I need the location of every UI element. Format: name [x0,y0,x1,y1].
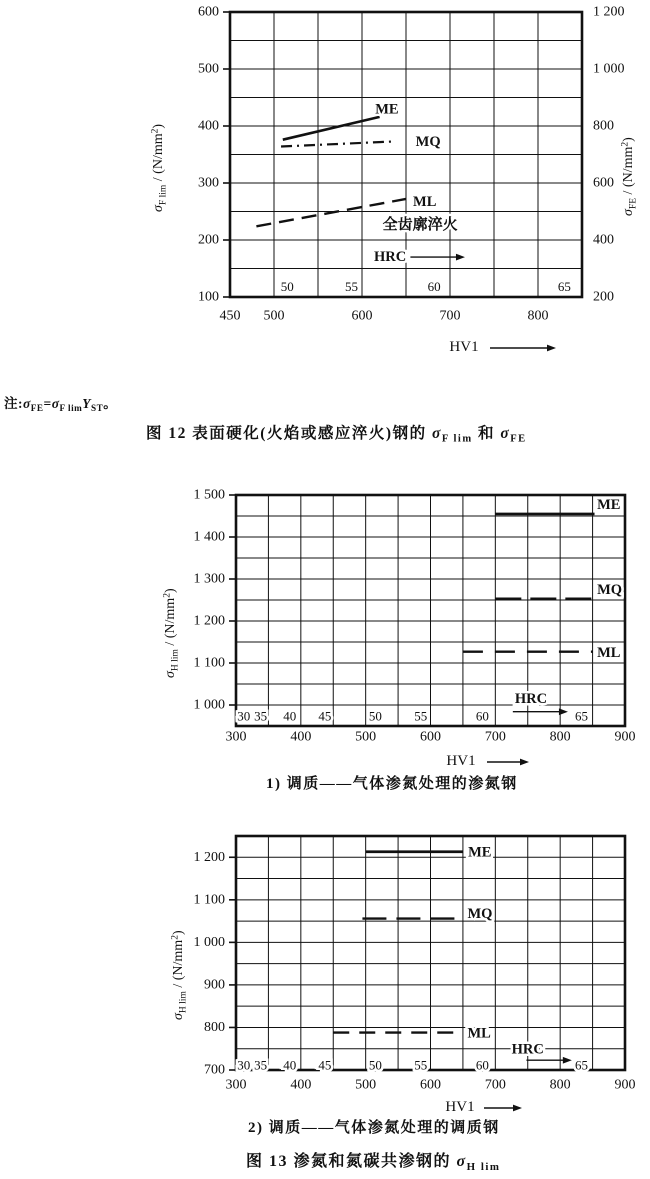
text-run: σ [456,1153,467,1170]
fig13-chart-1-y-axis-title [163,588,179,678]
x-tick-label: 600 [420,729,441,745]
superscript: 2 [162,593,173,598]
subscript: H lim [170,649,181,672]
hrc-arrow-head [559,708,568,715]
y-tick-label: 1 100 [193,892,225,908]
y2-tick-label: 600 [593,175,614,191]
superscript: 2 [620,141,631,147]
text-run: 图 12 表面硬化(火焰或感应淬火)钢的 [146,425,432,442]
series-label-ME: ME [375,101,399,118]
x-tick-label: 300 [225,1077,247,1093]
text-run: σ [621,209,636,216]
x-tick-label: 400 [290,729,312,745]
y-tick-label: 1 000 [193,934,225,950]
x-tick-label: 700 [484,729,506,745]
y2-tick-label: 400 [593,232,614,248]
text-run: 和 [472,425,501,442]
y-tick-label: 1 500 [193,487,225,503]
subscript: ST [91,403,104,414]
hrc-arrow-head [563,1057,572,1064]
text-run: ) [151,123,166,129]
hrc-number: 65 [575,1057,589,1073]
y-tick-label: 200 [198,232,219,248]
y-tick-label: 1 200 [193,849,225,865]
hrc-number: 40 [283,708,297,724]
superscript: 2 [150,128,161,134]
text-run: σ [431,425,442,442]
text-run: 1) 调质——气体渗氮处理的渗氮钢 [266,776,518,792]
x-tick-label: 700 [439,308,461,324]
x-tick-label: 800 [549,729,571,745]
y-tick-label: 300 [198,175,219,191]
text-run: ) [171,930,186,936]
series-label-MQ: MQ [467,905,493,922]
fig13-subcaption-2 [248,1116,500,1137]
hrc-number: 45 [318,708,332,724]
hrc-number: 35 [254,1057,268,1073]
subscript: FE [628,197,639,210]
x-axis-label: HV1 [449,339,479,355]
subscript: H lim [466,1160,501,1173]
text-run: / (N/mm [151,133,166,185]
fig13-caption [246,1148,500,1171]
series-label-MQ: MQ [415,133,441,150]
text-run: σ [51,396,60,411]
hrc-number: 35 [254,708,268,724]
y-tick-label: 400 [198,118,219,134]
text-run: σ [151,205,166,212]
series-label-MQ: MQ [597,581,623,598]
text-run: ) [163,588,178,594]
y2-tick-label: 800 [593,118,614,134]
fig12-chart-y2-axis-title [621,137,637,216]
y-tick-label: 1 100 [193,655,225,671]
text-run: Y [82,396,92,411]
series-label-ML: ML [597,644,621,661]
y2-tick-label: 200 [593,289,614,305]
y-tick-label: 1 300 [193,571,225,587]
hrc-label: HRC [511,1041,544,1058]
fig13-chart-2-y-axis-title [171,930,187,1020]
text-run: 。 [103,396,118,411]
text-run: σ [23,396,31,411]
hrc-number: 65 [557,279,571,295]
hrc-number: 30 [237,708,251,724]
hrc-number: 45 [318,1057,332,1073]
superscript: 2 [170,935,181,940]
text-run: σ [171,1013,186,1020]
x-tick-label: 500 [355,1077,377,1093]
x-tick-label: 700 [484,1077,506,1093]
x-axis-arrow-head [520,759,529,766]
hrc-number: 60 [475,1057,489,1073]
series-label-ME: ME [468,844,492,861]
hrc-number: 30 [237,1057,251,1073]
text-run: ) [621,137,636,142]
fig13-subcaption-1 [266,772,518,793]
text-run: 图 13 渗氮和氮碳共渗钢的 [246,1153,457,1170]
hrc-number: 55 [344,279,358,295]
y-tick-label: 600 [198,4,219,20]
hrc-number: 55 [414,1057,428,1073]
x-axis-arrow-head [513,1105,522,1112]
x-tick-label: 800 [527,308,549,324]
x-tick-label: 600 [351,308,373,324]
x-tick-label: 900 [614,1077,636,1093]
y-tick-label: 700 [204,1062,225,1078]
text-run: / (N/mm [621,146,636,198]
text-run: σ [500,425,511,442]
hrc-number: 60 [427,279,441,295]
y2-tick-label: 1 200 [593,4,625,20]
series-label-ML: ML [413,193,437,210]
fig13-chart-2 [0,806,650,1116]
hrc-number: 50 [280,279,294,295]
note-formula [4,392,117,412]
hrc-label: HRC [374,249,407,266]
hrc-number: 50 [368,1057,382,1073]
series-ME-line [283,117,380,140]
subscript: FE [30,403,44,414]
x-tick-label: 300 [225,729,247,745]
text-run: / (N/mm [163,597,178,650]
text-run: / (N/mm [171,939,186,992]
y-tick-label: 1 200 [193,613,225,629]
fig13-chart-1 [0,465,650,790]
x-axis-arrow-head [547,345,556,352]
subscript: FE [510,433,527,445]
hrc-number: 40 [283,1057,297,1073]
x-tick-label: 600 [420,1077,441,1093]
series-MQ-line [281,141,395,146]
y-tick-label: 100 [198,289,219,305]
fig12-caption [146,421,527,443]
y-tick-label: 1 400 [193,529,225,545]
hrc-label: HRC [514,691,548,708]
subscript: H lim [178,991,189,1014]
fig12-chart [0,0,650,360]
fig12-chart-y-axis-title [151,124,167,212]
hrc-arrow-head [456,254,465,261]
x-axis-label: HV1 [445,1099,475,1115]
x-tick-label: 450 [219,308,241,324]
x-tick-label: 800 [549,1077,571,1093]
text-run: σ [163,671,178,678]
y2-tick-label: 1 000 [593,61,625,77]
series-label-ME: ME [597,497,621,514]
text-run: 注: [4,396,23,411]
hrc-number: 60 [475,708,489,724]
text-run: = [43,396,52,411]
x-tick-label: 500 [355,729,377,745]
annotation-label: 全齿廓淬火 [382,217,458,234]
y-tick-label: 900 [204,977,225,993]
x-tick-label: 500 [263,308,285,324]
y-tick-label: 800 [204,1019,225,1035]
hrc-number: 55 [414,708,428,724]
subscript: F lim [441,433,473,445]
x-axis-label: HV1 [446,753,476,769]
text-run: 2) 调质——气体渗氮处理的调质钢 [248,1120,500,1136]
x-tick-label: 400 [290,1077,312,1093]
subscript: F lim [59,403,83,414]
y-tick-label: 500 [198,61,219,77]
y-tick-label: 1 000 [193,697,225,713]
series-label-ML: ML [467,1025,491,1042]
hrc-number: 50 [368,708,382,724]
hrc-number: 65 [575,708,589,724]
x-tick-label: 900 [614,729,636,745]
subscript: F lim [158,184,169,206]
